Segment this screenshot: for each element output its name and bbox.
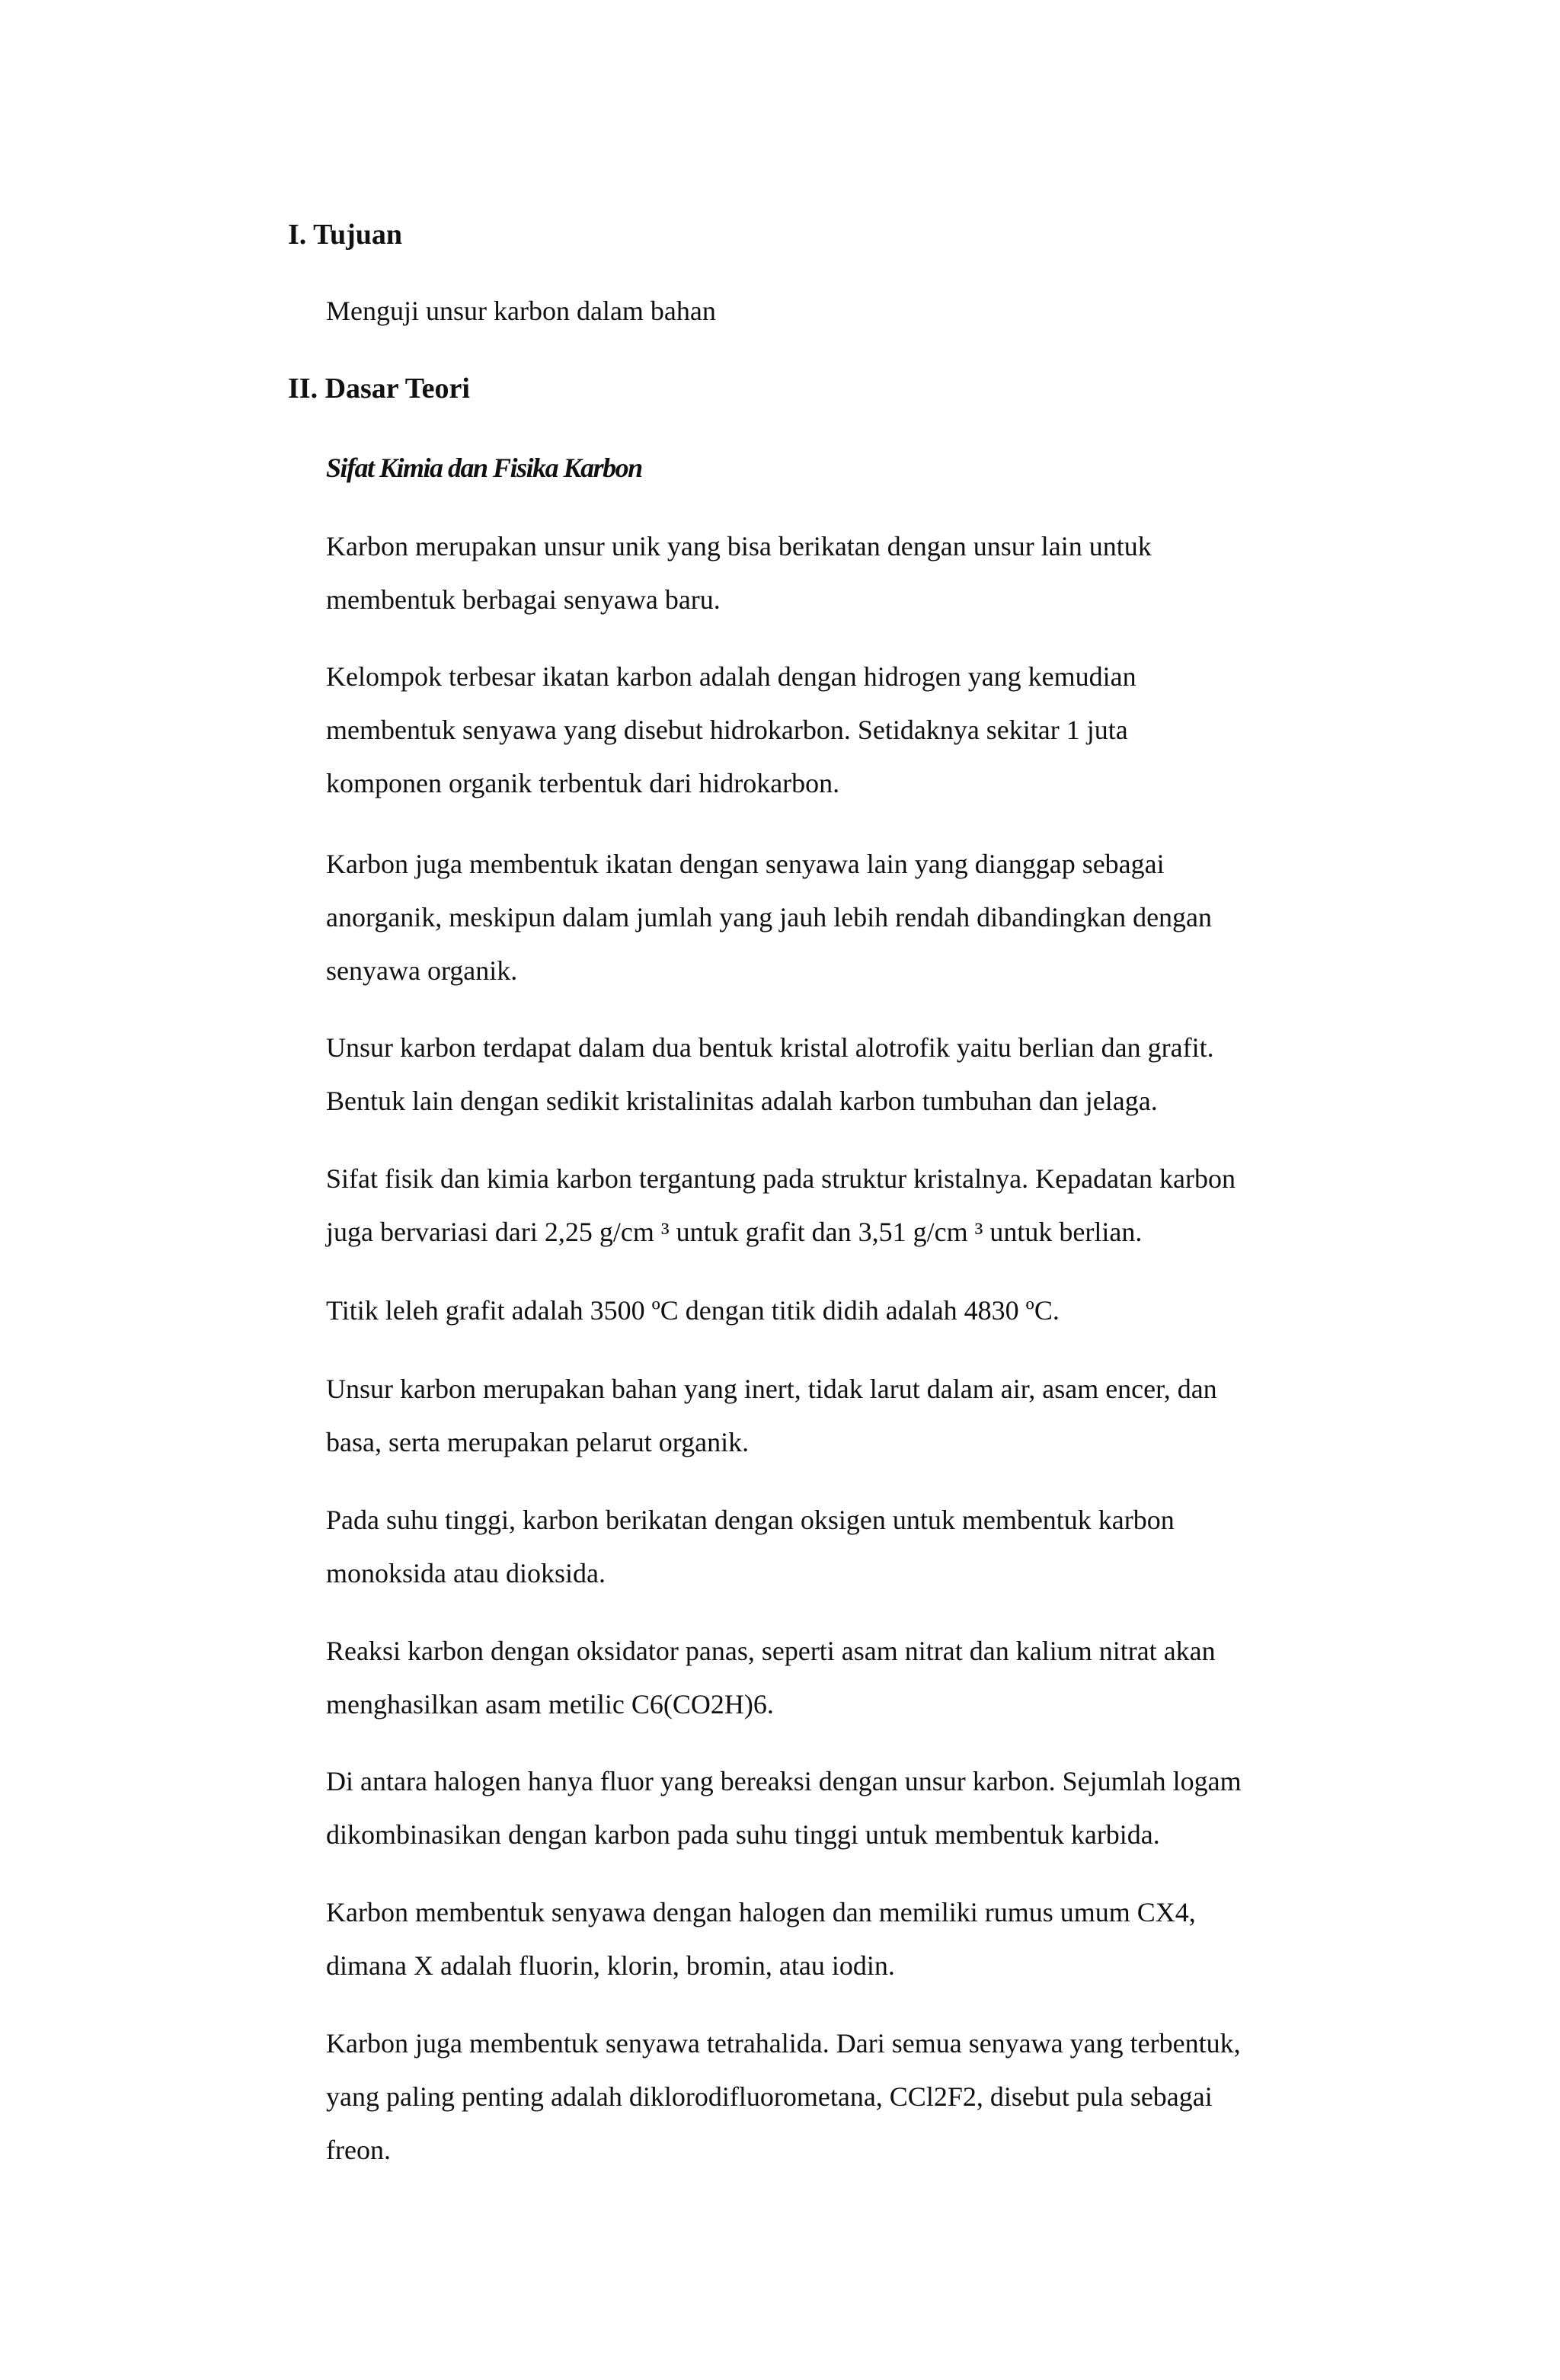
text-line: Titik leleh grafit adalah 3500 ºC dengan titik didih adalah 4830 ºC.: [326, 1295, 1060, 1326]
text-line: Karbon membentuk senyawa dengan halogen dan memiliki rumus umum CX4,: [326, 1897, 1196, 1927]
text-line: membentuk berbagai senyawa baru.: [326, 584, 721, 615]
text-line: Pada suhu tinggi, karbon berikatan dengan oksigen untuk membentuk karbon: [326, 1505, 1175, 1535]
paragraph: [326, 661, 1347, 798]
text-line: Kelompok terbesar ikatan karbon adalah dengan hidrogen yang kemudian: [326, 661, 1136, 692]
text-line: Menguji unsur karbon dalam bahan: [326, 296, 716, 326]
text-line: juga bervariasi dari 2,25 g/cm ³ untuk grafit dan 3,51 g/cm ³ untuk berlian.: [326, 1217, 1143, 1247]
text-line: Karbon juga membentuk ikatan dengan senyawa lain yang dianggap sebagai: [326, 849, 1165, 879]
paragraph: [326, 1032, 1347, 1116]
text-line: dikombinasikan dengan karbon pada suhu tinggi untuk membentuk karbida.: [326, 1819, 1160, 1850]
text-line: Reaksi karbon dengan oksidator panas, seperti asam nitrat dan kalium nitrat akan: [326, 1636, 1216, 1666]
paragraph: [326, 1636, 1347, 1719]
paragraph: [326, 1766, 1347, 1850]
text-line: komponen organik terbentuk dari hidrokarbon.: [326, 768, 840, 798]
paragraph: [326, 1374, 1347, 1457]
text-line: freon.: [326, 2135, 391, 2165]
section-heading-dasar-teori: II. Dasar Teori: [288, 373, 470, 405]
paragraph: [326, 1295, 1347, 1326]
paragraph: [326, 2028, 1347, 2165]
section-heading-tujuan: I. Tujuan: [288, 219, 403, 251]
text-line: Karbon juga membentuk senyawa tetrahalida. Dari semua senyawa yang terbentuk,: [326, 2028, 1241, 2059]
text-line: Sifat fisik dan kimia karbon tergantung pada struktur kristalnya. Kepadatan karbon: [326, 1163, 1236, 1194]
paragraph: [326, 849, 1347, 986]
paragraph: [326, 1897, 1347, 1981]
text-line: Karbon merupakan unsur unik yang bisa berikatan dengan unsur lain untuk: [326, 531, 1152, 561]
text-line: Unsur karbon merupakan bahan yang inert, tidak larut dalam air, asam encer, dan: [326, 1374, 1217, 1404]
text-line: Bentuk lain dengan sedikit kristalinitas adalah karbon tumbuhan dan jelaga.: [326, 1086, 1158, 1116]
text-line: membentuk senyawa yang disebut hidrokarbon. Setidaknya sekitar 1 juta: [326, 715, 1128, 745]
text-line: dimana X adalah fluorin, klorin, bromin, atau iodin.: [326, 1950, 895, 1981]
text-line: yang paling penting adalah diklorodifluorometana, CCl2F2, disebut pula sebagai: [326, 2081, 1213, 2112]
subsection-heading-sifat-karbon: Sifat Kimia dan Fisika Karbon: [326, 453, 642, 483]
paragraph: [326, 531, 1347, 615]
paragraph: [326, 1163, 1347, 1247]
text-line: monoksida atau dioksida.: [326, 1558, 606, 1588]
text-line: Di antara halogen hanya fluor yang bereaksi dengan unsur karbon. Sejumlah logam: [326, 1766, 1242, 1796]
text-line: menghasilkan asam metilic C6(CO2H)6.: [326, 1689, 774, 1719]
text-line: anorganik, meskipun dalam jumlah yang jauh lebih rendah dibandingkan dengan: [326, 902, 1213, 932]
text-line: Unsur karbon terdapat dalam dua bentuk kristal alotrofik yaitu berlian dan grafit.: [326, 1032, 1214, 1063]
text-line: senyawa organik.: [326, 955, 518, 986]
tujuan-text: [326, 296, 1347, 326]
text-line: basa, serta merupakan pelarut organik.: [326, 1427, 750, 1457]
paragraph: [326, 1505, 1347, 1588]
